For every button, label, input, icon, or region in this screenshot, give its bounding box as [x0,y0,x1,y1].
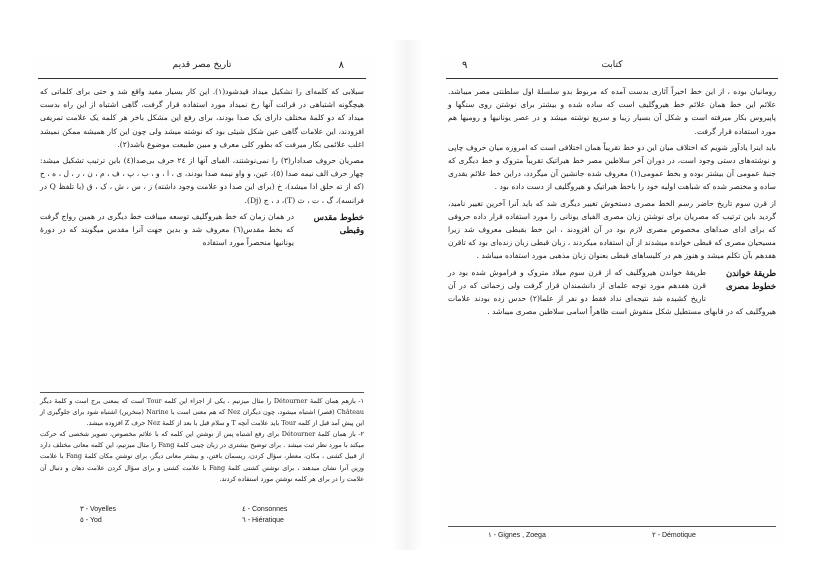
left-page-number: ٨ [338,60,344,71]
latin-note: ٤ - Consonnes [242,506,288,513]
left-header-rule [38,78,366,79]
right-latin-notes [448,530,776,541]
left-body-text [40,85,364,252]
paragraph: از قرن سوم تاریخ حاضر رسم الخط مصری دستخوش تغییر دیگری شد که باید آنرا آخرین تغییر نامید، گردید باین ترتیب که مصریان برای نوشتن زبان مصری الفبای یونانی را مورد استفاده قرار داده حروفی که برای ادای صداهای مخصوص مصری لازم بود در آن افزودند ، این خط بقبطی معروف شد زیرا مسیحیان مصری که قبطی خوانده میشدند از آن استفاده میکردند ، زبان قبطی زبان زنده‌ای بود که تاقرن هفدهم بآن تکلم میشد و هنوز هم در کلیساهای قبطی بعنوان زبان مذهبی مورد استفاده میباشد . [448,198,776,261]
left-running-title: تاریخ مصر قدیم [172,60,232,70]
left-latin-notes [40,504,364,526]
paragraph [448,266,776,319]
book-gutter [392,40,422,550]
left-page [30,58,374,544]
latin-note: ٢ - Démotique [652,532,696,539]
right-body-text [448,85,776,321]
latin-note: ٣ - Voyelles [80,506,117,513]
section-side-heading: طریقهٔ خواندن خطوط مصری [726,267,776,291]
latin-note: ١ - Gignes , Zoega [488,532,546,539]
paragraph-text: در همان زمان که خط هیروگلیف توسعه میبافت خط دیگری در همین رواج گرفت که بخط مقدس(٦) معروف شد و بدین جهت آنرا مقدس میگویند که در دورهٔ یونانیها منحصراً مورد استفاده [40,211,294,248]
left-footnotes [40,396,364,485]
paragraph [40,210,364,250]
left-page-header [30,60,374,76]
paragraph: باید اینرا یادآور شویم که اختلاف میان این دو خط تقریباً همان اختلافی است که امروزه میان حروف چاپی و نوشته‌های دستی وجود است، در دوران آخر سلاطین مصر خط هیراتیک تقریباً متروک و خط دیگری که جنبهٔ عمومی آن بیشتر بوده و بخط عمومی(١) معروف شده جانشین آن میگردد، دراین خط علائم بقدری ساده و مختصر شده که شباهت اولیه خود را باخط هیراتیک و هیروگلیف از دست داده بود . [448,142,776,192]
latin-note: ٥ - Yod [80,517,102,524]
right-header-rule [446,78,778,79]
right-page-number: ٩ [462,60,468,71]
paragraph: رومانیان بوده ، از این خط اخیراً آثاری بدست آمده که مربوط بدو سلسلهٔ اول سلطنتی مصر میباشد. علائم این خط همان علائم خط هیروگلیف است که ساده شده و بیشتر برای نوشتن روی سنگها و پاپیروس بکار میرفته است و شکل آن بسیار زیبا و سریع نوشته میشد و در عصر یونانیها و رومیها هم مورد استفاده قرار گرفت. [448,87,776,136]
paragraph: مصریان حروف صدادار(٣) را نمی‌نوشتند، الفبای آنها از ٢٤ حرف بی‌صدا(٤) باین ترتیب تشکیل میشد: چهار حرف الف نیمه صدا (٥)، عین، و واو نیمه صدا بودند، ی ، ا ، و ، ب ، پ ، ف ، م ، ن ، ر ، ل ، ه ، ح (که از ته حلق ادا میشد)، خ (برای این صدا دو علامت وجود داشته) ز ، س ، ش ، ک ، ق (با تلفظ Q در فرانسه)، گ ، ت ، ث (T)، د ، ج (Dj). [40,156,364,205]
right-running-title: کتابت [601,60,623,70]
footnote-rule [40,392,364,393]
paragraph-text: طریقهٔ خواندن هیروگلیف که از قرن سوم میلاد متروک و فراموش شده بود در قرن هفدهم مورد توجه علمای از دانشمندان قرار گرفت ولی زحماتی که در آن تاریخ کشیده شد نتیجه‌ای نداد فقط دو نفر از علما(٢) حدس زده بودند علامات هیروگلیف که در قابهای مستطیل شکل منقوش است ظاهراً اسامی سلاطین مصری میباشد . [448,267,776,317]
right-page [438,58,786,544]
right-page-header [438,60,786,76]
paragraph: سیلابی که کلمه‌ای را تشکیل میداد قیدشود(١). این کار بسیار مفید واقع شد و حتی برای کلماتی که هیچگونه اشتباهی در قرائت آنها رخ نمیداد مورد استفاده قرار گرفت، گاهی اشتباه از این راه بدست میداد که دو کلمهٔ مختلف دارای یک صدا بودند، برای رفع این مشکل باخر هر کلمه یک علامت تمریفی افزودند، این علامات گاهی عین شکل شیئی بود که نوشته میشد ولی چون این کار همیشه ممکن نمیشد اغلب علائمی بکار میرفت که بطور کلی معرف و مبین طبیعت موضوع باشد(٢). [40,87,364,149]
footnote: ٢- باز همان کلمهٔ Détourner برای رفع اشتباه پس از نوشتن این کلمه که با علائم مخصوص، تصویر شخصی که حرکت میکند با مورد نظر ثبت میشد . برای توضیح بیشتری در زبان چینی کلمهٔ Fang را مثال میزنیم، این کلمه معانی مختلف دارد از قبیل کشتی ، مکان، معطر، سؤال کردن، ریسمان بافتن، و بیشتر معانی دیگر، برای نوشتن مکان کلمهٔ Fang با علامت وزین آنرا نشان میدهند ، برای نوشتن کشتی کلمهٔ Fang با علامت کشتی و برای سؤال کردن علامت دهان و دنبال آن علامت را در برای هر کلمه نوشتن مورد استفاده کردند. [40,430,365,483]
latin-note: ٦ - Hiératique [242,517,284,524]
footnote-rule [448,526,776,527]
footnote: ١- بازهم همان کلمهٔ Détourner را مثال میزنیم ، یکی از اجزاء این کلمه Tour است که بمعنی برج است و کلمهٔ دیگر Château (قصر) اشتباه میشود، چون دیگران Nez که هم معنی است با Narine (منخرین) اشتباه شود برای جلوگیری از این پیش آمد قبل از کلمه Tour باید علامت آنچه T و سلام قبل با بعد از کلمهٔ Nez حرف Z افزوده میشد. [40,397,364,428]
section-side-heading: خطوط مقدس وقبطی [313,211,364,235]
